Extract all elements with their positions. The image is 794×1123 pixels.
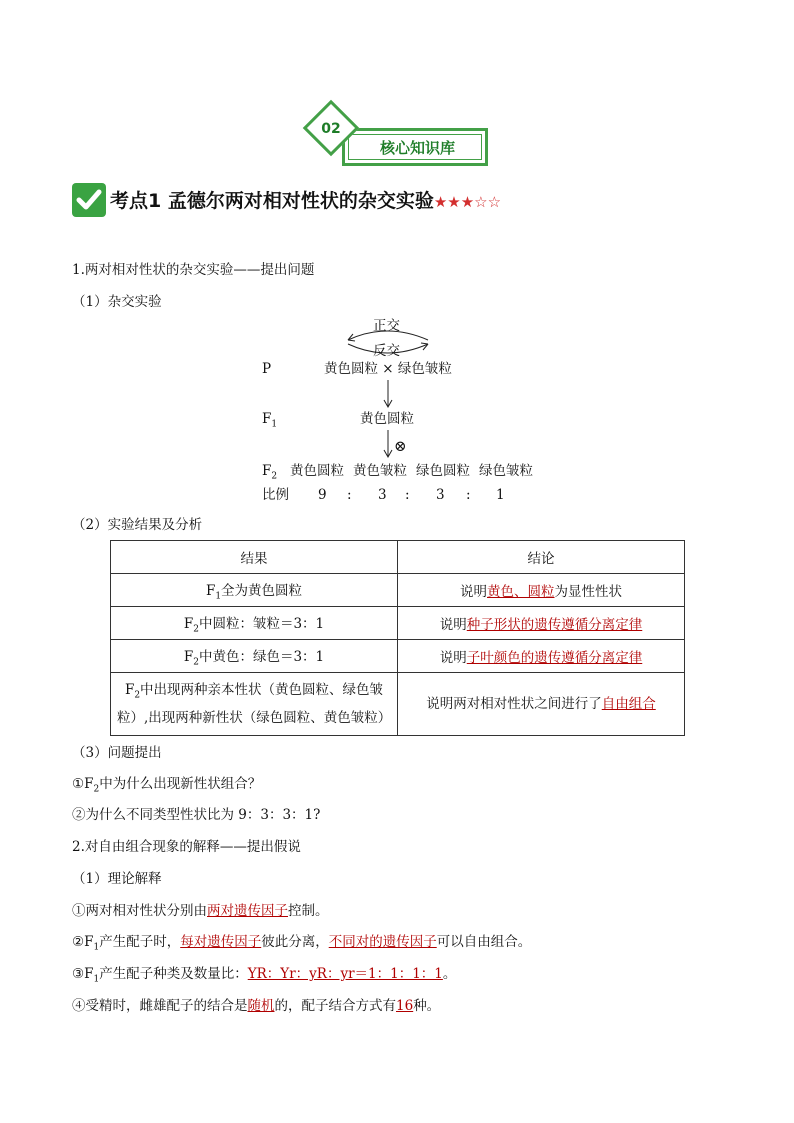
- ratio-sep: :: [466, 487, 471, 503]
- table-header-row: [111, 541, 685, 574]
- f2-label: $F_2$: [262, 463, 278, 482]
- part1-sub1: （1）杂交实验: [72, 294, 162, 310]
- part2-sub1: （1）理论解释: [72, 871, 162, 887]
- table-row: [111, 640, 685, 673]
- badge-number: 02: [321, 121, 341, 137]
- question-1: $①F_2$中为什么出现新性状组合？: [72, 776, 262, 795]
- fanjiao-label: 反交: [373, 343, 400, 359]
- table-header: 结论: [398, 541, 685, 574]
- explanation-2: $②F_1$产生配子时，每对遗传因子彼此分离，不同对的遗传因子可以自由组合。: [72, 934, 532, 953]
- p-generation-cross: 黄色圆粒 × 绿色皱粒: [324, 361, 452, 377]
- table-row: [111, 607, 685, 640]
- selfing-symbol: ⊗: [394, 437, 407, 455]
- ratio-sep: :: [347, 487, 352, 503]
- explanation-3: $③F_1$产生配子种类及数量比：YR：Yr：yR：yr＝1：1：1：1。: [72, 966, 457, 985]
- f2-phenotype: 黄色皱粒: [353, 463, 407, 479]
- f2-phenotype: 绿色圆粒: [416, 463, 470, 479]
- results-table: [110, 540, 685, 736]
- part1-sub2: （2）实验结果及分析: [72, 517, 203, 533]
- f1-label: $F_1$: [262, 411, 278, 430]
- conclusion-cell: 说明子叶颜色的遗传遵循分离定律: [398, 640, 685, 673]
- part2-heading: 2.对自由组合现象的解释——提出假说: [72, 839, 301, 855]
- ratio-value: 1: [496, 487, 505, 503]
- result-cell: $F_2$中出现两种亲本性状（黄色圆粒、绿色皱粒）,出现两种新性状（绿色圆粒、黄色皱粒）: [111, 673, 398, 736]
- badge-label: 核心知识库: [380, 139, 456, 157]
- section-title: 考点1 孟德尔两对相对性状的杂交实验★★★☆☆: [110, 190, 502, 212]
- result-cell: $F_2$中圆粒：皱粒＝3：1: [111, 607, 398, 640]
- ratio-value: 3: [378, 487, 387, 503]
- conclusion-cell: 说明黄色、圆粒为显性性状: [398, 574, 685, 607]
- ratio-value: 9: [318, 487, 327, 503]
- conclusion-cell: 说明种子形状的遗传遵循分离定律: [398, 607, 685, 640]
- table-header: 结果: [111, 541, 398, 574]
- question-2: ②为什么不同类型性状比为 9：3：3：1?: [72, 807, 321, 823]
- star-rating: ★★★☆☆: [433, 193, 502, 211]
- p-generation-label: P: [262, 361, 272, 377]
- table-row: [111, 673, 685, 736]
- ratio-label: 比例: [262, 487, 289, 503]
- explanation-4: ④受精时，雌雄配子的结合是随机的，配子结合方式有16种。: [72, 998, 441, 1014]
- conclusion-cell: 说明两对相对性状之间进行了自由组合: [398, 673, 685, 736]
- part1-heading: 1.两对相对性状的杂交实验——提出问题: [72, 262, 315, 278]
- result-cell: $F_2$中黄色：绿色＝3：1: [111, 640, 398, 673]
- ratio-value: 3: [436, 487, 445, 503]
- f1-phenotype: 黄色圆粒: [360, 411, 414, 427]
- f2-phenotype: 黄色圆粒: [290, 463, 344, 479]
- down-arrow-icon: [382, 430, 394, 458]
- table-row: [111, 574, 685, 607]
- down-arrow-icon: [382, 380, 394, 408]
- ratio-sep: :: [405, 487, 410, 503]
- part1-sub3: （3）问题提出: [72, 745, 162, 761]
- checkmark-icon: [72, 183, 106, 217]
- result-cell: $F_1$全为黄色圆粒: [111, 574, 398, 607]
- f2-phenotype: 绿色皱粒: [479, 463, 533, 479]
- explanation-1: ①两对相对性状分别由两对遗传因子控制。: [72, 903, 329, 919]
- zhengjiao-label: 正交: [373, 318, 400, 334]
